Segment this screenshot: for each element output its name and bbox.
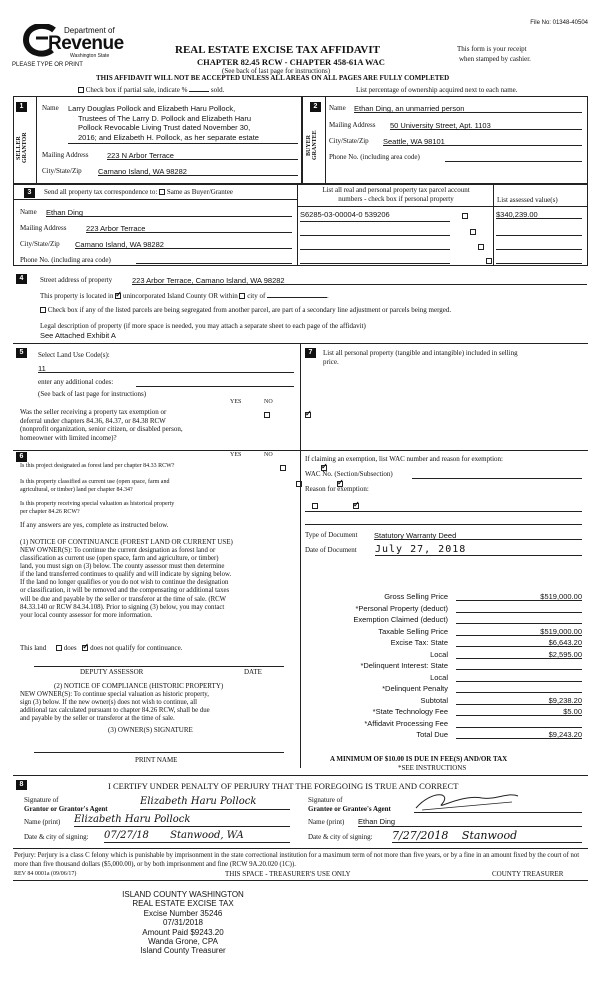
current-use-line: Is this property classified as current use (open space, farm and: [20, 479, 170, 485]
current-use-question: [20, 478, 169, 494]
seller-csz-field[interactable]: Camano Island, WA 98282: [98, 167, 298, 176]
corr-phone-label: Phone No. (including area code): [20, 256, 111, 264]
notice1-line: classification as current use (open space, farm and agriculture, or timber): [20, 555, 219, 563]
notice2-line: NEW OWNER(S): To continue special valuation as historic property,: [20, 691, 209, 698]
notice1-line: if the land transferred continues to qualify and will indicate by signing below.: [20, 571, 232, 579]
doc-date-field[interactable]: July 27, 2018: [375, 544, 582, 556]
seller-mailing-label: Mailing Address: [42, 151, 89, 159]
notice2-line: sign (3) below. If the new owner(s) does not wish to continue, all: [20, 699, 197, 707]
fee-label: *Affidavit Processing Fee: [364, 718, 448, 728]
personal-property-line: price.: [323, 358, 339, 366]
street-field[interactable]: 223 Arbor Terrace, Camano Island, WA 98282: [132, 276, 587, 285]
exemption-q-line: (nonprofit organization, senior citizen, or disabled person,: [20, 425, 183, 433]
fee-row: [300, 684, 582, 694]
legal-label: Legal description of property (if more space is needed, you may attach a separate sheet to each page of the affidavit): [40, 322, 366, 330]
grantor-date-city[interactable]: [104, 830, 290, 843]
grantor-name-field[interactable]: Elizabeth Haru Pollock: [74, 814, 290, 827]
fee-row: [300, 696, 582, 706]
additional-codes-label: enter any additional codes:: [38, 378, 114, 386]
grantee-name-label: Name (print): [308, 818, 345, 826]
s5-yes-header: YES: [230, 399, 242, 405]
fee-value[interactable]: [456, 684, 582, 693]
stamp-line: Amount Paid $9243.20: [142, 927, 224, 937]
fee-value[interactable]: [456, 615, 582, 624]
parcel-header-line: List all real and personal property tax parcel account: [322, 186, 470, 194]
grantee-city: Stanwood: [461, 829, 518, 842]
fee-label: *State Technology Fee: [372, 707, 448, 716]
section-7-badge: 7: [305, 348, 316, 358]
fee-value[interactable]: [456, 719, 582, 728]
form-title: REAL ESTATE EXCISE TAX AFFIDAVIT: [175, 44, 380, 56]
unincorporated-checkbox[interactable]: [115, 293, 121, 299]
seller-name-line: 2016; and Elizabeth H. Pollock, as her separate estate: [78, 132, 259, 142]
if-yes-instruction: If any answers are yes, complete as instructed below.: [20, 521, 169, 529]
buyer-phone-label: Phone No. (including area code): [329, 153, 420, 161]
segregated-label: Check box if any of the listed parcels are being segregated from another parcel, are part of a secondary line adjustment or parcels being merged.: [47, 306, 452, 314]
notice-compliance-title: (2) NOTICE OF COMPLIANCE (HISTORIC PROPERTY): [54, 682, 224, 690]
grantor-name-label: Name (print): [24, 818, 61, 826]
fee-row: [300, 673, 582, 683]
reason-field-2[interactable]: [305, 516, 582, 525]
fee-value[interactable]: $9,238.20: [456, 696, 582, 705]
corr-csz-label: City/State/Zip: [20, 240, 60, 248]
corr-csz-field[interactable]: Camano Island, WA 98282: [75, 240, 292, 249]
exemption-q-line: Was the seller receiving a property tax exemption or: [20, 408, 167, 416]
buyer-csz-label: City/State/Zip: [329, 137, 369, 145]
fee-label: Local: [430, 672, 448, 682]
fee-label: *Delinquent Interest: State: [360, 661, 448, 670]
treasurer-space: THIS SPACE - TREASURER'S USE ONLY: [225, 870, 351, 878]
land-use-see-back: (See back of last page for instructions): [38, 390, 147, 398]
fee-row: [300, 615, 582, 625]
treasurer-stamp: [108, 890, 258, 956]
does-not-checkbox[interactable]: [82, 645, 88, 651]
fee-row: [300, 604, 582, 614]
deputy-date-label: DATE: [244, 668, 262, 676]
notice1-line: If the land no longer qualifies or you do not wish to continue the designation: [20, 579, 229, 587]
grantee-name-field[interactable]: Ethan Ding: [358, 817, 582, 827]
partial-sale-pct[interactable]: [189, 91, 209, 92]
does-not-label: does not qualify for continuance.: [90, 644, 183, 652]
deputy-assessor-label: DEPUTY ASSESSOR: [80, 668, 144, 676]
wac-field[interactable]: [412, 470, 582, 479]
fee-value[interactable]: $9,243.20: [456, 730, 582, 739]
corr-phone-field[interactable]: [136, 256, 292, 264]
fee-value[interactable]: $2,595.00: [456, 650, 582, 659]
list-percentage: List percentage of ownership acquired next to each name.: [356, 86, 518, 94]
segregated-row: [40, 306, 451, 314]
seller-name-line: Trustees of The Larry D. Pollock and Elizabeth Haru: [78, 113, 251, 123]
doc-type-field[interactable]: Statutory Warranty Deed: [374, 531, 582, 540]
parcel-number[interactable]: S6285-03-00004-0 539206: [300, 210, 390, 219]
fee-label: Excise Tax: State: [390, 638, 448, 647]
corr-name-label: Name: [20, 208, 37, 216]
form-subtitle: CHAPTER 82.45 RCW - CHAPTER 458-61A WAC: [197, 57, 385, 67]
partial-sale-checkbox[interactable]: [78, 87, 84, 93]
stamp-line: Excise Number 35246: [143, 908, 223, 918]
s5-no-header: NO: [264, 399, 273, 405]
does-label: does: [63, 644, 77, 652]
fee-label: *Delinquent Penalty: [382, 684, 448, 693]
dor-logo: [22, 22, 132, 62]
same-as-buyer-label: Same as Buyer/Grantee: [166, 188, 233, 196]
grantor-sig-label: [24, 796, 108, 814]
location-row: This property is located in ✓ unincorporated Island County OR within city of .: [40, 292, 329, 300]
fee-label: Taxable Selling Price: [378, 626, 448, 636]
seller-name: [68, 104, 298, 142]
print-name-label: PRINT NAME: [135, 756, 178, 764]
form-warning: THIS AFFIDAVIT WILL NOT BE ACCEPTED UNLESS ALL AREAS ON ALL PAGES ARE FULLY COMPLETED: [96, 74, 450, 82]
rev-number: REV 84 0001a (09/06/17): [14, 871, 77, 877]
certify-statement: I CERTIFY UNDER PENALTY OF PERJURY THAT THE FOREGOING IS TRUE AND CORRECT: [108, 781, 459, 791]
notice1-line: or classification, it will be removed and the compensating or additional taxes: [20, 587, 230, 595]
fee-row: [300, 592, 582, 602]
notice1-line: land, you must sign on (3) below. The county assessor must then determine: [20, 563, 225, 571]
fee-value[interactable]: $519,000.00: [456, 627, 582, 636]
corr-mailing-field[interactable]: 223 Arbor Terrace: [86, 224, 292, 233]
parcel-personal-checkbox[interactable]: [486, 258, 492, 264]
grantee-date-label: Date & city of signing:: [308, 833, 373, 841]
same-as-buyer-checkbox[interactable]: [159, 189, 165, 195]
corr-name-field[interactable]: Ethan Ding: [46, 208, 292, 217]
stamp-line: REAL ESTATE EXCISE TAX: [132, 899, 234, 909]
grantee-date: 7/27/2018: [392, 829, 449, 842]
fee-value[interactable]: $5.00: [456, 707, 582, 716]
see-instructions: *SEE INSTRUCTIONS: [398, 764, 467, 772]
sig-of-label: Signature of: [24, 796, 59, 804]
doc-date-label: Date of Document: [305, 546, 357, 554]
grantor-city: Stanwood, WA: [170, 830, 244, 841]
fee-row: [300, 707, 582, 717]
notice-compliance-body: [20, 691, 298, 723]
grantor-date-label: Date & city of signing:: [24, 833, 89, 841]
notice1-line: 84.33.140 or RCW 84.34.108). Prior to signing (3) below, you may contact: [20, 603, 225, 611]
exemption-q-line: deferral under chapters 84.36, 84.37, or 84.38 RCW: [20, 416, 166, 425]
historic-line: Is this property receiving special valuation as historical property: [20, 501, 175, 507]
buyer-csz-field[interactable]: Seattle, WA 98101: [383, 137, 582, 146]
logo-state: Washington State: [70, 53, 110, 59]
assessed-value[interactable]: $340,239.00: [496, 210, 582, 219]
fee-value[interactable]: [456, 604, 582, 613]
city-of-label: city of: [247, 292, 266, 300]
owner-signature-label: (3) OWNER(S) SIGNATURE: [108, 726, 193, 734]
stamp-line: Wanda Grone, CPA: [148, 937, 218, 947]
stamp-line: ISLAND COUNTY WASHINGTON: [122, 890, 244, 899]
section-8-badge: 8: [16, 780, 27, 790]
correspondence-label: Send all property tax correspondence to:: [44, 188, 158, 196]
please-type: PLEASE TYPE OR PRINT: [12, 62, 83, 68]
corr-mailing-label: Mailing Address: [20, 224, 67, 232]
buyer-side-label: BUYER GRANTEE: [306, 130, 318, 160]
section-1-badge: 1: [16, 102, 27, 112]
buyer-name-label: Name: [329, 104, 346, 112]
parcel-header: [300, 186, 492, 204]
exemption-yes-checkbox[interactable]: [264, 412, 270, 418]
logo-name: Revenue: [48, 33, 124, 54]
exemption-q-line: homeowner with limited income)?: [20, 433, 117, 442]
fee-label: Total Due: [416, 730, 448, 739]
fee-label: Local: [430, 649, 448, 659]
logo-dept: Department of: [64, 26, 115, 35]
s6-yes-header: YES: [230, 452, 242, 458]
seller-mailing-field[interactable]: 223 N Arbor Terrace: [107, 151, 298, 160]
reason-field[interactable]: [305, 503, 582, 512]
parcel-personal-checkbox[interactable]: [478, 244, 484, 250]
grantee-signature[interactable]: [412, 788, 522, 814]
partial-sale-label: Check box if partial sale, indicate %: [85, 86, 188, 94]
current-use-line: agricultural, or timber) land per chapter 84.34?: [20, 487, 133, 493]
notice2-line: additional tax calculated pursuant to chapter 84.26 RCW, shall be due: [20, 707, 210, 715]
fee-value[interactable]: $6,643.20: [456, 638, 582, 647]
grantor-signature[interactable]: Elizabeth Haru Pollock: [140, 796, 290, 810]
notice-continuance-title: (1) NOTICE OF CONTINUANCE (FOREST LAND OR CURRENT USE): [20, 538, 233, 546]
seller-side-label: SELLER GRANTOR: [16, 132, 28, 164]
correspondence-row: [44, 188, 233, 196]
fee-label: *Personal Property (deduct): [355, 603, 448, 613]
city-checkbox[interactable]: [239, 293, 245, 299]
fee-row: [300, 730, 582, 740]
segregated-checkbox[interactable]: [40, 307, 46, 313]
continuance-row: [20, 644, 182, 652]
seller-name-label: Name: [42, 104, 59, 112]
notice1-line: your local county assessor for more information.: [20, 611, 153, 619]
grantee-date-city[interactable]: [392, 829, 582, 843]
city-field[interactable]: [267, 297, 327, 298]
does-checkbox[interactable]: [56, 645, 62, 651]
parcel-personal-checkbox[interactable]: [470, 229, 476, 235]
personal-property-line: List all personal property (tangible and intangible) included in selling: [323, 349, 518, 357]
buyer-phone-field[interactable]: [445, 153, 582, 162]
notice1-line: will be due and payable by the seller or transferor at the time of sale. (RCW: [20, 595, 227, 603]
section-6-badge: 6: [16, 452, 27, 462]
reason-label: Reason for exemption:: [305, 485, 369, 493]
seller-name-line: Larry Douglas Pollock and Elizabeth Haru Pollock,: [68, 104, 236, 113]
fee-label: Exemption Claimed (deduct): [353, 615, 448, 624]
grantor-date: 07/27/18: [104, 830, 149, 841]
sig-of-label: Signature of: [308, 796, 343, 804]
land-use-label: Select Land Use Code(s):: [38, 351, 110, 359]
perjury-notice: Perjury: Perjury is a class C felony which is punishable by imprisonment in the state correctional institution for a maximum term of not more than five years, or by a fine in an amount fixed by the court of not more than five thousand dollars ($5,000.00), or by both imprisonment and fine (RCW 9A.20.020 (1C)).: [14, 852, 580, 868]
assessed-header: List assessed value(s): [497, 196, 558, 204]
land-use-field[interactable]: 11: [38, 364, 294, 373]
fee-row: [300, 627, 582, 637]
historic-line: per chapter 84.26 RCW?: [20, 509, 80, 515]
additional-codes-field[interactable]: [136, 378, 294, 387]
parcel-header-line: numbers - check box if personal property: [338, 195, 454, 203]
fee-row: [300, 650, 582, 660]
section-4-badge: 4: [16, 274, 27, 284]
stamp-line: Island County Treasurer: [140, 946, 226, 956]
unincorporated-label: unincorporated Island County OR within: [122, 292, 238, 300]
exemption-claim-label: If claiming an exemption, list WAC number and reason for exemption:: [305, 455, 503, 463]
receipt-note-1: This form is your receipt: [457, 45, 527, 53]
parcel-personal-checkbox[interactable]: [462, 213, 468, 219]
street-label: Street address of property: [40, 276, 113, 284]
fee-label: Subtotal: [420, 695, 448, 705]
this-land-label: This land: [20, 644, 47, 652]
see-back-top: (See back of last page for instructions): [222, 67, 331, 75]
legal-description[interactable]: See Attached Exhibit A: [40, 331, 116, 340]
fee-row: [300, 661, 582, 671]
buyer-mailing-field[interactable]: 50 University Street, Apt. 1103: [390, 121, 582, 130]
grantee-sig-label: [308, 796, 391, 814]
seller-csz-label: City/State/Zip: [42, 167, 82, 175]
s6-no-header: NO: [264, 452, 273, 458]
notice1-line: NEW OWNER(S): To continue the current designation as forest land or: [20, 547, 216, 554]
section-5-badge: 5: [16, 348, 27, 358]
section-3-badge: 3: [24, 188, 35, 198]
exemption-question: [20, 408, 220, 442]
fee-row: [300, 719, 582, 729]
file-number: File No: 01348-40504: [530, 20, 588, 26]
county-treasurer: COUNTY TREASURER: [492, 870, 564, 878]
forest-yes-checkbox[interactable]: [280, 465, 286, 471]
stamp-line: 07/31/2018: [162, 918, 204, 928]
section-2-badge: 2: [310, 102, 321, 112]
buyer-name-field[interactable]: Ethan Ding, an unmarried person: [354, 104, 582, 113]
wac-label: WAC No. (Section/Subsection): [305, 470, 393, 478]
fee-label: Gross Selling Price: [384, 592, 448, 601]
notice-continuance-body: [20, 547, 298, 620]
current-use-yes-checkbox[interactable]: [296, 481, 302, 487]
doc-type-label: Type of Document: [305, 531, 358, 539]
seller-name-line: Pollock Revocable Living Trust dated November 30,: [78, 123, 251, 132]
grantee-agent-label: Grantee or Grantee's Agent: [308, 805, 391, 813]
fee-value[interactable]: $519,000.00: [456, 592, 582, 601]
buyer-mailing-label: Mailing Address: [329, 121, 376, 129]
partial-sale-row: [78, 86, 224, 94]
forest-land-question: Is this project designated as forest land per chapter 84.33 RCW?: [20, 463, 175, 469]
notice2-line: and payable by the seller or transferor at the time of sale.: [20, 715, 175, 723]
fee-row: [300, 638, 582, 648]
grantor-agent-label: Grantor or Grantor's Agent: [24, 805, 108, 813]
fee-value[interactable]: [456, 673, 582, 682]
located-label: This property is located in: [40, 292, 114, 300]
receipt-note-2: when stamped by cashier.: [459, 55, 531, 63]
historic-question: [20, 500, 174, 516]
exemption-no-checkbox[interactable]: [305, 412, 311, 418]
sold-label: sold.: [210, 86, 225, 94]
personal-property-label: [323, 349, 585, 367]
fee-value[interactable]: [456, 661, 582, 670]
minimum-notice: A MINIMUM OF $10.00 IS DUE IN FEE(S) AND/OR TAX: [330, 755, 508, 763]
